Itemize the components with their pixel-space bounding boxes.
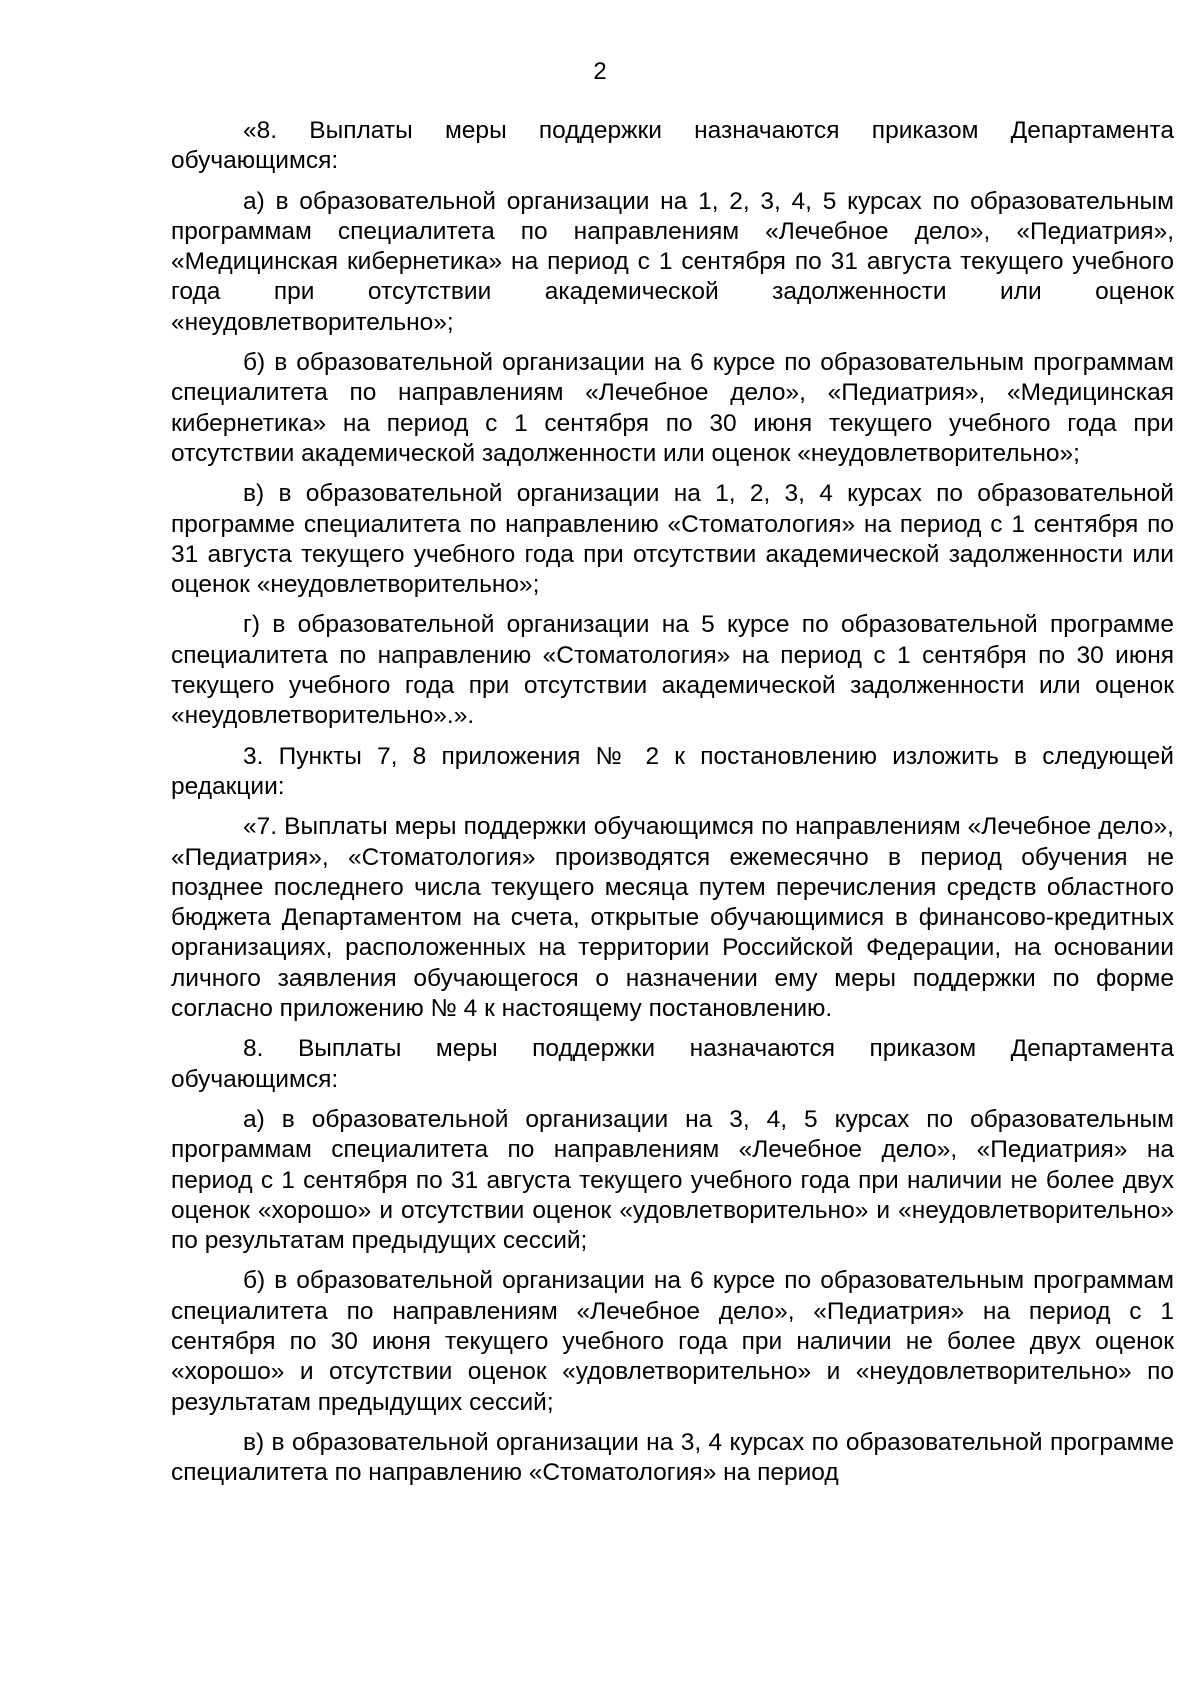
- paragraph-8-intro: «8. Выплаты меры поддержки назначаются приказом Департамента обучающимся:: [171, 117, 1174, 175]
- paragraph-8b: б) в образовательной организации на 6 курсе по образовательным программам специалитета по направлениям «Лечебное дело», «Педиатрия», «Медицинская кибернетика» на период с 1 сентября по 30 июня текущего учебного года при отсутствии академической задолженности или оценок «неудовлетворительно»;: [171, 349, 1174, 467]
- paragraph-8-new-intro: 8. Выплаты меры поддержки назначаются приказом Департамента обучающимся:: [171, 1035, 1174, 1093]
- paragraph-8b-new: б) в образовательной организации на 6 курсе по образовательным программам специалитета по направлениям «Лечебное дело», «Педиатрия» на период с 1 сентября по 30 июня текущего учебного года при наличии не более двух оценок «хорошо» и отсутствии оценок «удовлетворительно» и «неудовлетворительно» по результатам предыдущих сессий;: [171, 1267, 1174, 1416]
- page-number: 2: [593, 58, 607, 85]
- paragraph-8a-new: а) в образовательной организации на 3, 4, 5 курсах по образовательным программам специалитета по направлениям «Лечебное дело», «Педиатрия» на период с 1 сентября по 31 августа текущего учебного года при наличии не более двух оценок «хорошо» и отсутствии оценок «удовлетворительно» и «неудовлетворительно» по результатам предыдущих сессий;: [171, 1105, 1174, 1255]
- paragraph-8v-new: в) в образовательной организации на 3, 4 курсах по образовательной программе специалитета по направлению «Стоматология» на период: [171, 1428, 1174, 1487]
- paragraph-7-new: «7. Выплаты меры поддержки обучающимся по направлениям «Лечебное дело», «Педиатрия», «Стоматология» производятся ежемесячно в период обучения не позднее последнего числа текущего месяца путем перечисления средств областного бюджета Департаментом на счета, открытые обучающимися в финансово-кредитных организациях, расположенных на территории Российской Федерации, на основании личного заявления обучающегося о назначении ему меры поддержки по форме согласно приложению № 4 к настоящему постановлению.: [171, 813, 1174, 1023]
- paragraph-8g: г) в образовательной организации на 5 курсе по образовательной программе специалитета по направлению «Стоматология» на период с 1 сентября по 30 июня текущего учебного года при отсутствии академической задолженности или оценок «неудовлетворительно».».: [171, 611, 1174, 730]
- document-body: [171, 116, 1174, 1498]
- paragraph-3-amendment: 3. Пункты 7, 8 приложения № 2 к постановлению изложить в следующей редакции:: [171, 742, 1174, 800]
- paragraph-8v: в) в образовательной организации на 1, 2, 3, 4 курсах по образовательной программе специалитета по направлению «Стоматология» на период с 1 сентября по 31 августа текущего учебного года при отсутствии академической задолженности или оценок «неудовлетворительно»;: [171, 480, 1174, 599]
- paragraph-8a: а) в образовательной организации на 1, 2, 3, 4, 5 курсах по образовательным программам специалитета по направлениям «Лечебное дело», «Педиатрия», «Медицинская кибернетика» на период с 1 сентября по 31 августа текущего учебного года при отсутствии академической задолженности или оценок «неудовлетворительно»;: [171, 187, 1174, 336]
